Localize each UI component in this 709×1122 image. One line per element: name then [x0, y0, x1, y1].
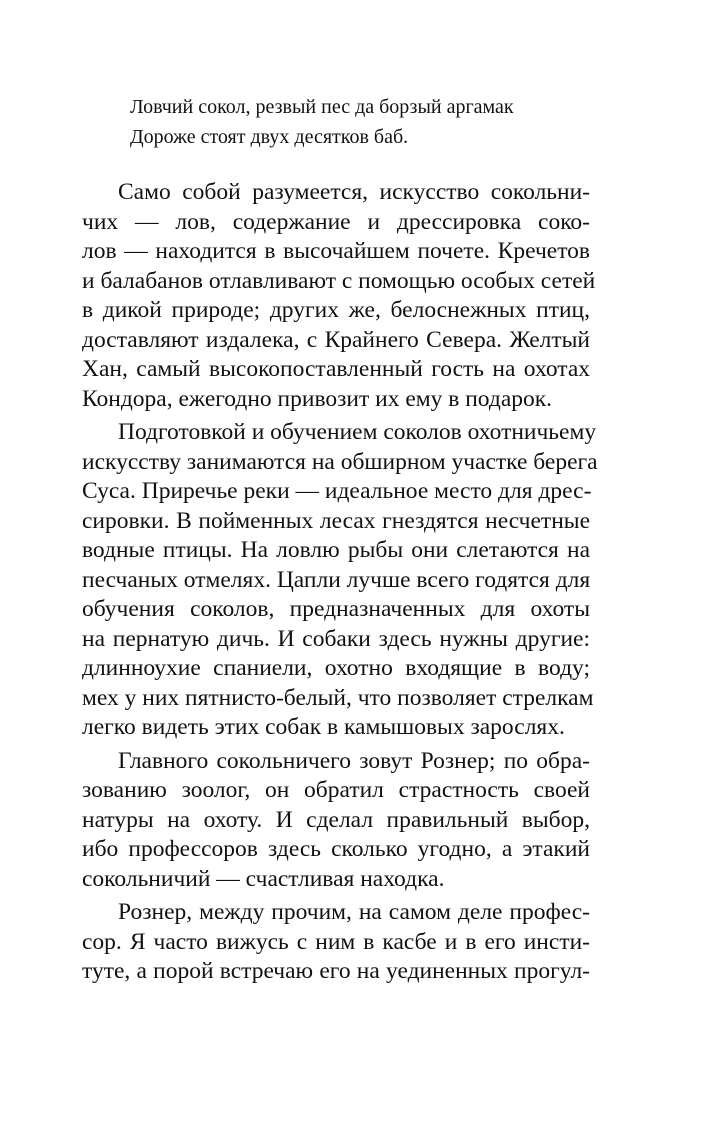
text-line: песчаных отмелях. Цапли лучше всего годятся для — [82, 566, 591, 593]
text-line: в дикой природе; других же, белоснежных птиц, — [82, 297, 590, 323]
body-text — [82, 178, 598, 991]
text-line: длинноухие спаниели, охотно входящие в воду; — [82, 655, 590, 681]
epigraph-line: Ловчий сокол, резвый пес да борзый аргамак — [130, 96, 514, 118]
text-line: и балабанов отлавливают с помощью особых сетей — [82, 267, 596, 294]
text-line: доставляют издалека, с Крайнего Севера. Желтый — [82, 326, 590, 353]
text-line: чих — лов, содержание и дрессировка соко- — [82, 208, 590, 235]
text-line: искусству занимаются на обширном участке берега — [82, 448, 598, 475]
text-line: натуры на охоту. И сделал правильный выбор, — [82, 806, 590, 833]
text-line: ибо профессоров здесь сколько угодно, а этакий — [82, 836, 590, 862]
text-line: легко видеть этих собак в камышовых зарослях. — [82, 714, 565, 740]
text-line: водные птицы. На ловлю рыбы они слетаются на — [82, 537, 590, 563]
text-line: туте, а порой встречаю его на уединенных прогул- — [82, 958, 590, 984]
text-line: Кондора, ежегодно привозит их ему в подарок. — [82, 385, 553, 412]
text-line: на пернатую дичь. И собаки здесь нужны другие: — [82, 625, 590, 652]
text-line: Подготовкой и обучением соколов охотничьему — [118, 419, 597, 445]
text-line: зованию зоолог, он обратил страстность своей — [82, 777, 590, 803]
text-line: Главного сокольничего зовут Рознер; по обра- — [118, 747, 590, 774]
text-line: сировки. В пойменных лесах гнездятся несчетные — [82, 507, 590, 534]
text-line: Суса. Приречье реки — идеальное место для дрес- — [82, 478, 592, 504]
text-line: мех у них пятнисто-белый, что позволяет стрелкам — [82, 684, 594, 711]
text-line: Хан, самый высокопоставленный гость на охотах — [82, 356, 590, 382]
text-line: Рознер, между прочим, на самом деле профес- — [118, 899, 590, 925]
epigraph — [130, 92, 590, 152]
epigraph-line: Дороже стоят двух десятков баб. — [130, 126, 409, 148]
paragraph — [82, 178, 596, 414]
text-line: сор. Я часто вижусь с ним в касбе и в его инсти- — [82, 928, 590, 955]
paragraph — [82, 747, 590, 895]
text-line: лов — находится в высочайшем почете. Кречетов — [82, 238, 590, 264]
text-line: Само собой разумеется, искусство сокольни- — [118, 179, 590, 205]
text-line: обучения соколов, предназначенных для охоты — [82, 596, 590, 622]
paragraph — [82, 898, 590, 987]
paragraph — [82, 418, 598, 743]
text-line: сокольничий — счастливая находка. — [82, 865, 445, 892]
